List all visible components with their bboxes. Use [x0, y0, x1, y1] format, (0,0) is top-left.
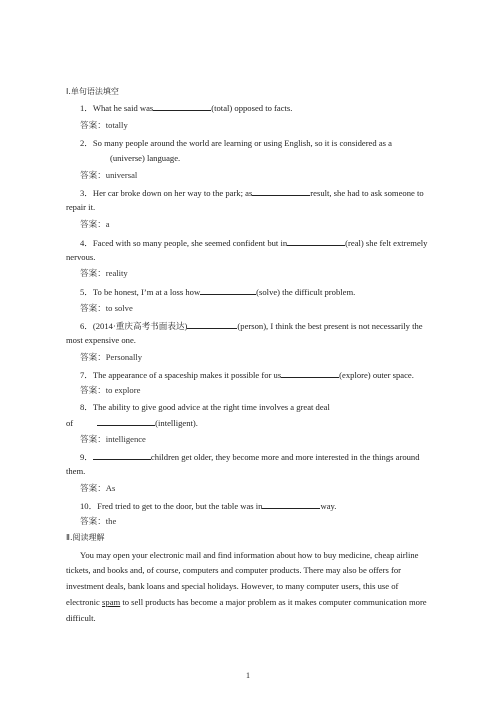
answer-blank: [281, 368, 339, 378]
answer-blank: [97, 416, 155, 426]
passage-line: You may open your electronic mail and find information about how to buy medicine, cheap airline: [80, 550, 419, 560]
page-number: 1: [246, 671, 250, 680]
answer-3: 答案：a: [80, 219, 110, 229]
answer-6: 答案：Personally: [80, 352, 143, 362]
answer-blank: [93, 450, 151, 460]
answer-9: 答案：As: [80, 483, 116, 493]
question-2-cont: (universe) language.: [110, 153, 181, 163]
question-9-cont: them.: [66, 466, 86, 476]
section-title-reading: Ⅱ.阅读理解: [66, 533, 105, 542]
answer-blank: [153, 101, 211, 111]
question-5: 5．To be honest, I’m at a loss how (solve) the difficult problem.: [80, 287, 356, 297]
underlined-word: spam: [102, 597, 121, 607]
question-4-cont: nervous.: [66, 252, 96, 262]
question-10: 10．Fred tried to get to the door, but the table was in way.: [80, 501, 337, 511]
question-8-cont: of (intelligent).: [66, 418, 198, 428]
answer-7: 答案：to explore: [80, 385, 141, 395]
answer-1: 答案：totally: [80, 120, 128, 130]
question-6: 6．(2014·重庆高考书面表达) (person), I think the best present is not necessarily the: [80, 321, 423, 331]
question-8: 8．The ability to give good advice at the right time involves a great deal: [80, 402, 330, 412]
answer-blank: [287, 236, 345, 246]
section-title-grammar: Ⅰ.单句语法填空: [66, 87, 119, 96]
answer-4: 答案：reality: [80, 268, 128, 278]
answer-blank: [252, 186, 310, 196]
answer-2: 答案：universal: [80, 170, 138, 180]
question-2: 2．So many people around the world are learning or using English, so it is considered as a: [80, 138, 392, 148]
passage-line: tickets, and books and, of course, computers and computer products. There may also be offers for: [66, 565, 401, 575]
question-7: 7．The appearance of a spaceship makes it possible for us (explore) outer space.: [80, 370, 414, 380]
passage-line: investment deals, bank loans and special holidays. However, to many computer users, this use of: [66, 581, 399, 591]
passage-line: difficult.: [66, 613, 96, 623]
answer-10: 答案：the: [80, 516, 117, 526]
answer-blank: [187, 319, 237, 329]
question-1: 1．What he said was (total) opposed to facts.: [80, 103, 293, 113]
question-9: 9． children get older, they become more and more interested in the things around: [80, 452, 420, 462]
question-6-cont: most expensive one.: [66, 335, 136, 345]
passage-line: electronic spam to sell products has become a major problem as it makes computer communication more: [66, 597, 427, 607]
question-3: 3．Her car broke down on her way to the park; as result, she had to ask someone to: [80, 188, 424, 198]
answer-blank: [262, 499, 320, 509]
answer-8: 答案：intelligence: [80, 434, 146, 444]
question-3-cont: repair it.: [66, 202, 96, 212]
answer-5: 答案：to solve: [80, 303, 133, 313]
answer-blank: [200, 285, 256, 295]
question-4: 4．Faced with so many people, she seemed confident but in (real) she felt extremely: [80, 238, 428, 248]
